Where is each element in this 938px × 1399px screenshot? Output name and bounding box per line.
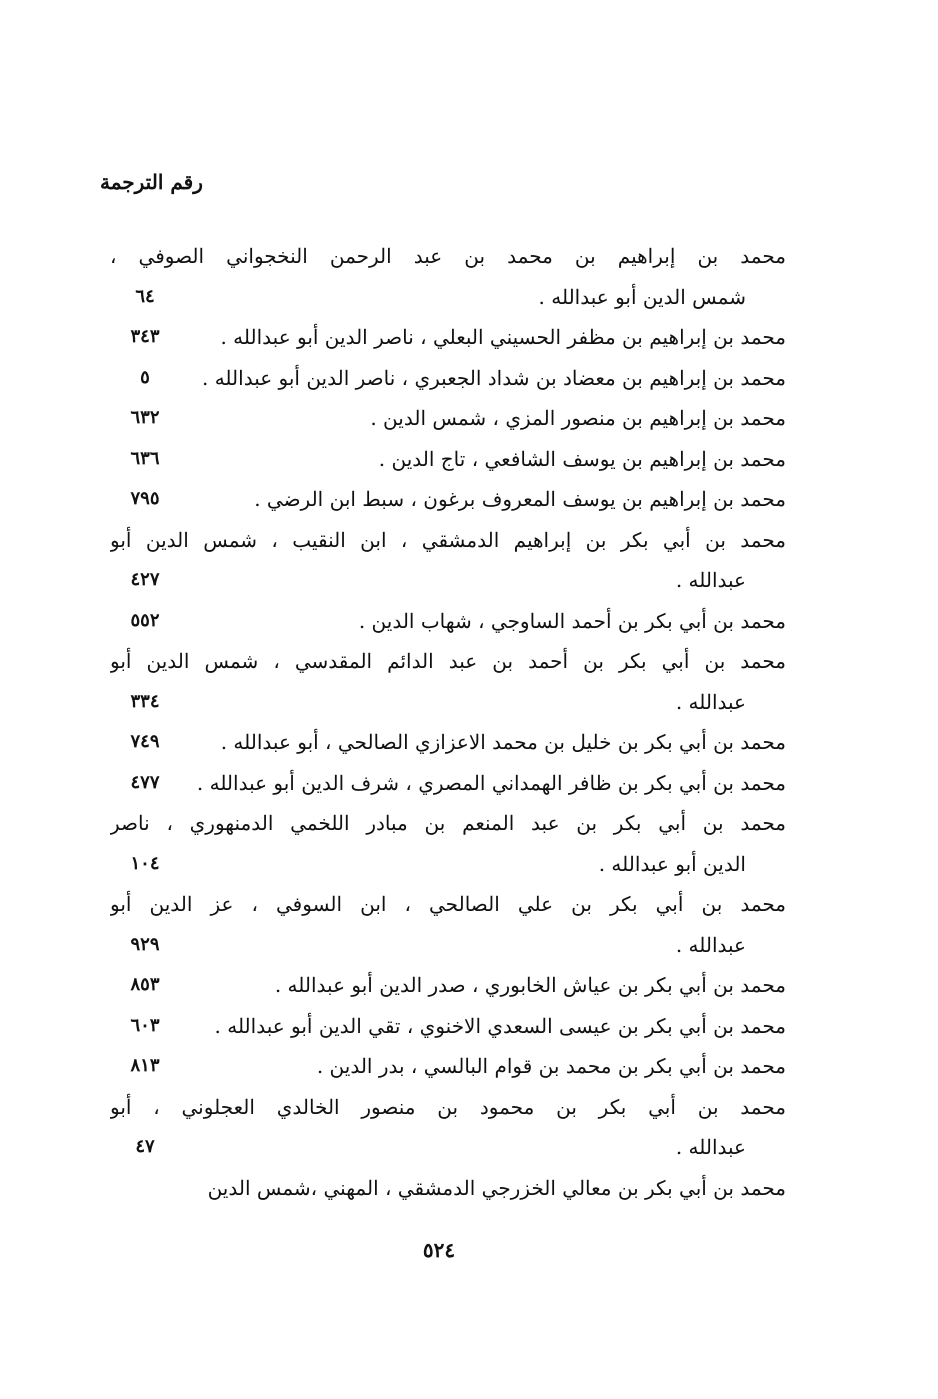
index-list	[110, 236, 786, 1208]
entry-number: ٨١٣	[130, 1055, 160, 1076]
index-entry	[110, 1046, 786, 1087]
entry-line: محمد بن أبي بكر بن إبراهيم الدمشقي ، ابن النقيب ، شمس الدين أبو	[110, 527, 786, 552]
entry-line: محمد بن أبي بكر بن معالي الخزرجي الدمشقي ، المهني ،شمس الدين	[207, 1175, 786, 1200]
entry-line: محمد بن إبراهيم بن محمد بن عبد الرحمن النخجواني الصوفي ،	[110, 244, 786, 268]
index-entry	[110, 1087, 786, 1168]
index-entry	[110, 763, 786, 804]
entry-continuation: عبدالله .	[675, 568, 746, 592]
entry-number: ٤٧٧	[130, 771, 160, 793]
index-entry	[110, 641, 786, 722]
entry-number: ٦٣٦	[130, 447, 160, 469]
entry-line: محمد بن أبي بكر بن محمد بن قوام البالسي ، بدر الدين .	[316, 1054, 786, 1078]
entry-number: ٦٠٣	[130, 1014, 160, 1036]
entry-number: ٦٤	[135, 285, 155, 307]
entry-line: محمد بن أبي بكر بن أحمد بن عبد الدائم المقدسي ، شمس الدين أبو	[110, 649, 786, 673]
entry-line: محمد بن أبي بكر بن علي الصالحي ، ابن السوفي ، عز الدين أبو	[110, 892, 786, 916]
entry-continuation: الدين أبو عبدالله .	[598, 851, 746, 876]
index-entry	[110, 884, 786, 965]
index-entry	[110, 479, 786, 520]
index-entry	[110, 965, 786, 1006]
entry-line: محمد بن أبي بكر بن خليل بن محمد الاعزازي الصالحي ، أبو عبدالله .	[220, 730, 786, 754]
entry-continuation: عبدالله .	[675, 689, 746, 714]
entry-number: ٤٢٧	[130, 569, 160, 590]
entry-continuation: شمس الدين أبو عبدالله .	[538, 284, 746, 309]
index-entry	[110, 722, 786, 763]
entry-line: محمد بن إبراهيم بن معضاد بن شداد الجعبري ، ناصر الدين أبو عبدالله .	[201, 365, 786, 390]
entry-line: محمد بن إبراهيم بن منصور المزي ، شمس الدين .	[370, 406, 786, 430]
entry-line: محمد بن أبي بكر بن عبد المنعم بن مبادر اللخمي الدمنهوري ، ناصر	[110, 811, 786, 835]
entry-number: ٧٤٩	[130, 731, 160, 752]
entry-line: محمد بن أبي بكر بن محمود بن منصور الخالدي العجلوني ، أبو	[110, 1094, 786, 1119]
entry-number: ٤٧	[135, 1136, 155, 1157]
entry-line: محمد بن أبي بكر بن عيسى السعدي الاخنوي ، تقي الدين أبو عبدالله .	[214, 1013, 786, 1038]
entry-number: ٦٣٢	[130, 407, 160, 428]
entry-line: محمد بن إبراهيم بن يوسف المعروف برغون ، سبط ابن الرضي .	[254, 487, 786, 511]
index-entry	[110, 1006, 786, 1047]
index-entry	[110, 317, 786, 358]
entry-number: ٣٤٣	[130, 326, 160, 347]
index-entry	[110, 439, 786, 480]
entry-number: ٩٢٩	[130, 933, 160, 955]
entry-line: محمد بن أبي بكر بن أحمد الساوجي ، شهاب الدين .	[358, 608, 786, 633]
entry-number: ٧٩٥	[130, 488, 160, 509]
index-entry	[110, 601, 786, 642]
index-entry	[110, 398, 786, 439]
column-header: رقم الترجمة	[100, 170, 203, 194]
index-entry	[110, 1168, 786, 1209]
entry-number: ٥	[140, 366, 150, 388]
index-entry	[110, 358, 786, 399]
index-entry	[110, 520, 786, 601]
entry-continuation: عبدالله .	[675, 1135, 746, 1159]
entry-number: ٨٥٣	[130, 974, 160, 995]
entry-line: محمد بن إبراهيم بن مظفر الحسيني البعلي ، ناصر الدين أبو عبدالله .	[220, 325, 786, 349]
entry-continuation: عبدالله .	[675, 932, 746, 957]
page-number: ٥٢٤	[422, 1238, 456, 1262]
entry-number: ١٠٤	[130, 852, 160, 874]
entry-number: ٥٥٢	[130, 609, 160, 631]
entry-line: محمد بن إبراهيم بن يوسف الشافعي ، تاج الدين .	[378, 446, 786, 471]
entry-number: ٣٣٤	[130, 690, 160, 712]
entry-line: محمد بن أبي بكر بن عياش الخابوري ، صدر الدين أبو عبدالله .	[274, 973, 786, 997]
index-entry	[110, 236, 786, 317]
index-entry	[110, 803, 786, 884]
entry-line: محمد بن أبي بكر بن ظافر الهمداني المصري ، شرف الدين أبو عبدالله .	[196, 770, 786, 795]
